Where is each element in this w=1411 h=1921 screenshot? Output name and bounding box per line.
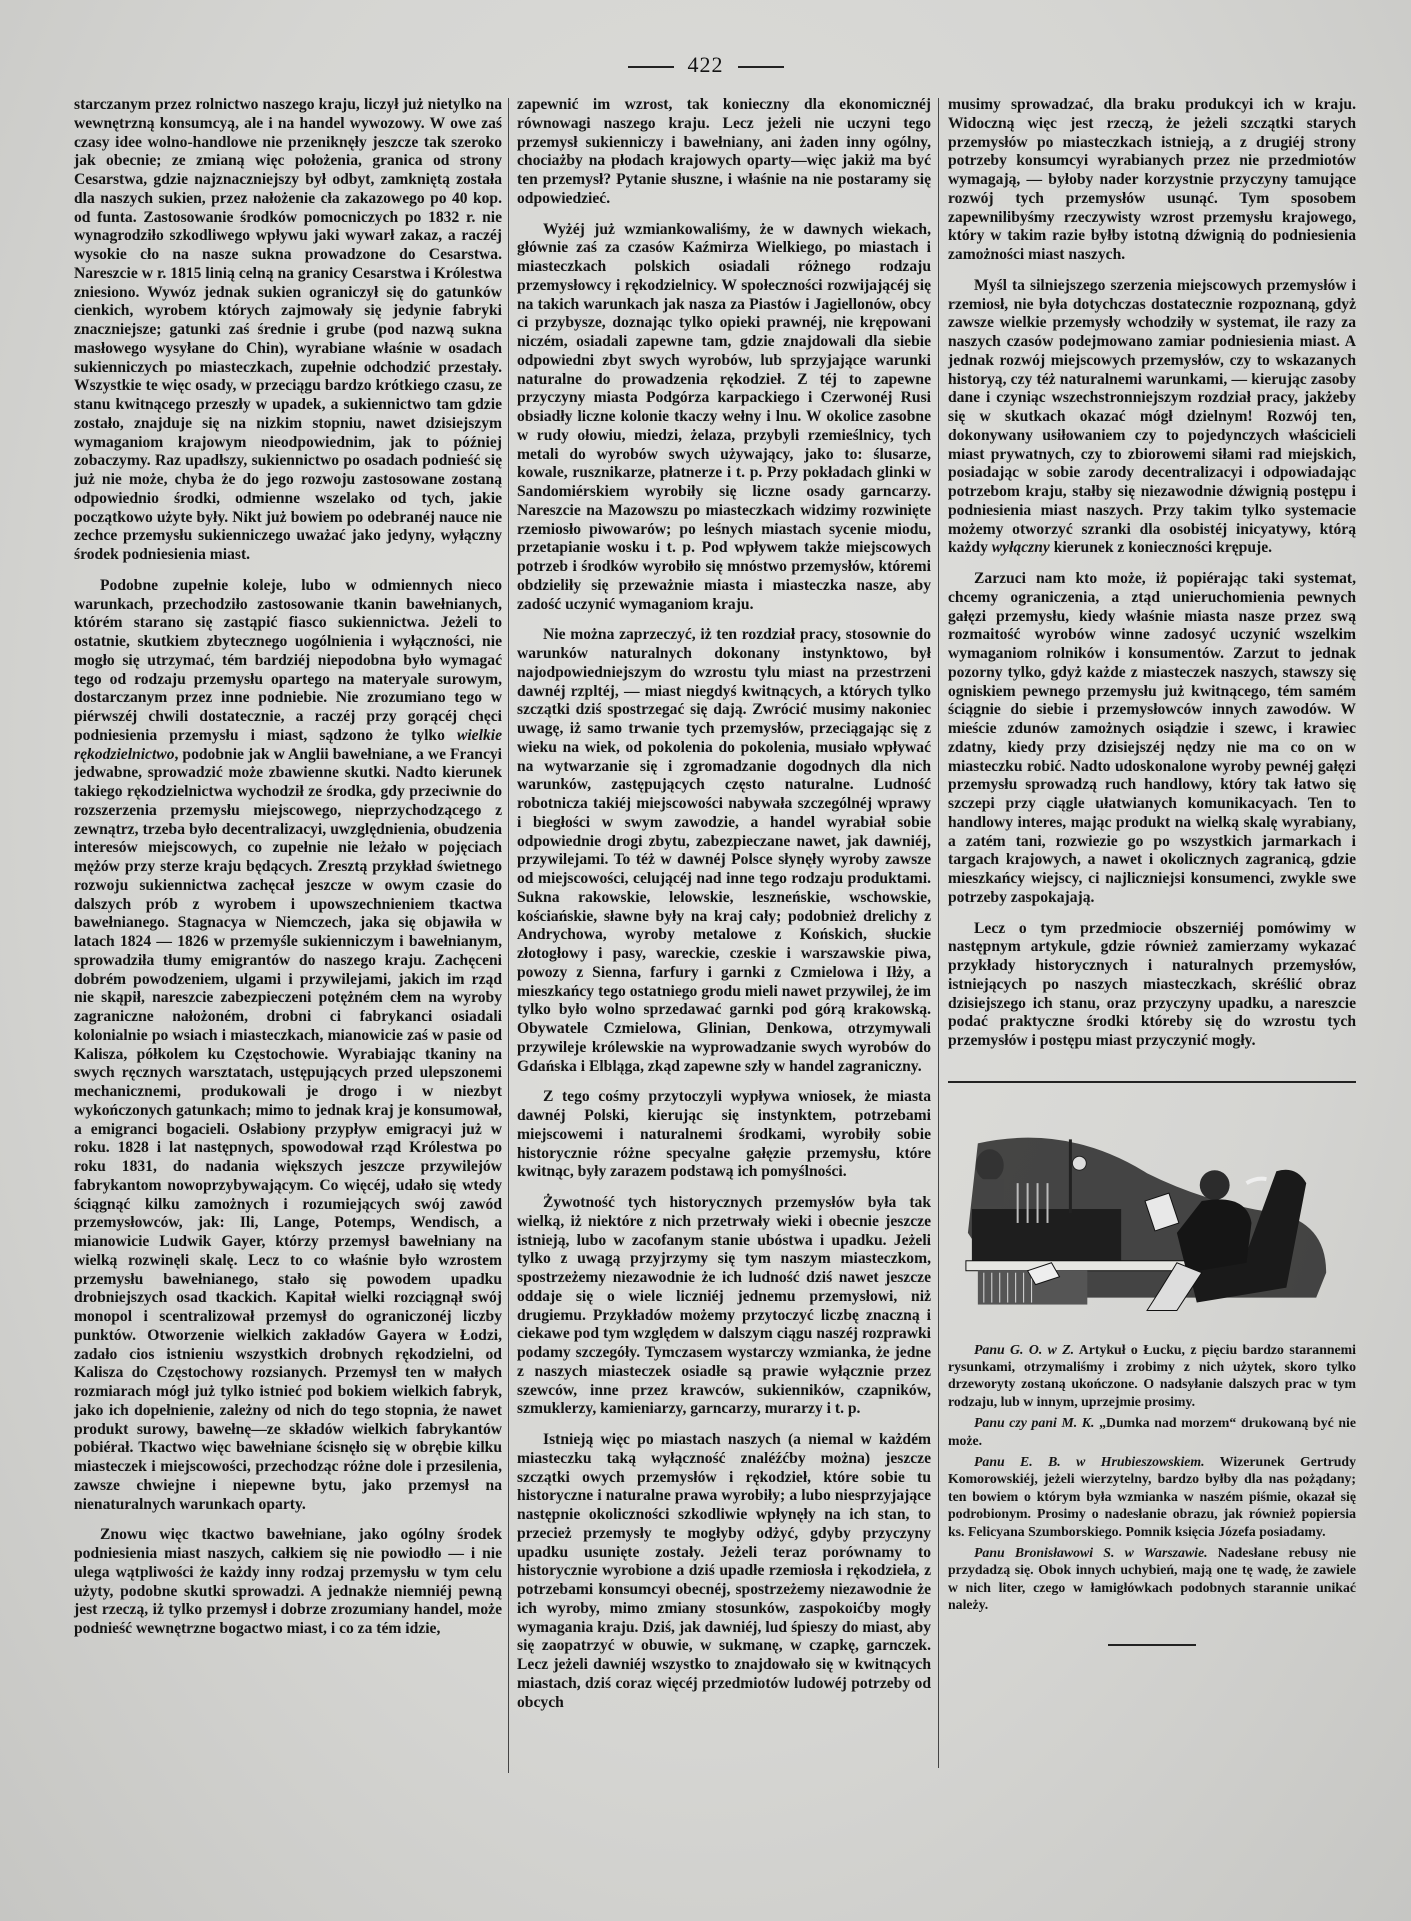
emphasis-text: wyłączny <box>991 539 1050 557</box>
column-middle <box>517 96 931 1724</box>
lamp-shade <box>1072 1156 1086 1170</box>
paragraph: zapewnić im wzrost, tak konieczny dla ekonomicznéj równowagi naszego kraju. Lecz jeżeli nie uczyni tego przemysł sukienniczy i bawełniany, ani żaden inny ogólny, chociażby na płodach krajowych oparty—więc jakiż ma być ten przemysł? Pytanie słuszne, i właśnie na nie postaramy się odpowiedzieć. <box>517 96 931 207</box>
note-addressee: Panu Bronisławowi S. w Warszawie. <box>974 1544 1208 1560</box>
man-head <box>1200 1170 1230 1200</box>
paragraph-text: kierunek z konieczności krępuje. <box>1049 539 1273 557</box>
note-addressee: Panu E. B. w Hrubieszowskiem. <box>974 1453 1205 1469</box>
paragraph: Z tego cośmy przytoczyli wypływa wniosek, że miasta dawnéj Polski, kierując się instynktem, potrzebami miejscowemi i naturalnemi środkami, wyrobiły sobie historycznie różne specyalne gałęzie przemysłu, które kwitnąc, były zarazem podstawą ich pomyślności. <box>517 1088 931 1181</box>
paragraph: Znowu więc tkactwo bawełniane, jako ogólny środek podniesienia miast naszych, całkiem się nie powiodło — i nie ulega wątpliwości że każdy inny rodzaj przemysłu w tym celu użyty, podobne skutki sprowadzi. A jednakże niemniéj pewną jest rzeczą, iż tylko przemysł i dobrze zrozumiany handel, może podnieść wewnętrzne bogactwo miast, i co za tém idzie, <box>74 1526 502 1637</box>
editorial-note <box>948 1544 1356 1614</box>
bust-base <box>976 1179 1004 1205</box>
paragraph: Żywotność tych historycznych przemysłów była tak wielką, iż niektóre z nich przetrwały wieki i obecnie jeszcze istnieją, lubo w zacofanym stanie ubóstwa i upadku. Jeżeli tylko z uwagą przyjrzymy się tym naszym miasteczkom, spostrzeżemy niezawodnie że ich ludność dziś nawet jeszcze oddaje się o wiele liczniéj jednemu przemysłowi, niż drugiemu. Przykładów możemy przytoczyć liczbę znaczną i ciekawe pod tym względem w dalszym ciągu naszéj rozprawki podamy szczegóły. Tymczasem wystarczy wzmianka, że jedne z naszych miasteczek osiadłe są prawie wyłącznie przez szewców, inne przez krawców, sukienników, czapników, szmuklerzy, kamieniarzy, garncarzy, murarzy i t. p. <box>517 1194 931 1418</box>
editorial-notes <box>948 1341 1356 1646</box>
editorial-note <box>948 1414 1356 1449</box>
end-rule <box>1108 1644 1196 1646</box>
paragraph: starczanym przez rolnictwo naszego kraju, liczył już nietylko na wewnętrzną konsumcyą, ale i na handel wywozowy. W owe zaś czasy idee wolno-handlowe nie przeniknęły jeszcze tak szeroko jak obecnie; ze zmianą więc położenia, granica od strony Cesarstwa, gdzie najznaczniejszy był odbyt, zamkniętą została dla naszych sukien, przez nałożenie cła zakazowego po 40 kop. od funta. Zastosowanie środków pomocniczych po 1832 r. nie wynagrodziło szkodliwego wpływu jaki wywarł zakaz, a raczéj wysokie cło na nasze sukna prowadzone do Cesarstwa. Nareszcie w r. 1815 linią celną na granicy Cesarstwa i Królestwa zniesiono. Wywóz jednak sukien ograniczył się do gatunków cienkich, wyrobem których zajmowały się jedynie fabryki znaczniejsze; gatunki zaś średnie i grube (pod nazwą sukna masłowego wysyłane do Chin), wyrabiane właśnie w osadach sukienniczych po miasteczkach, zupełnie odchodzić przestały. Wszystkie te więc osady, w przeciągu bardzo krótkiego czasu, ze stanu kwitnącego przeszły w upadek, a sukiennictwo tam gdzie zostało, znajduje się na nizkim stopniu, nawet dzisiejszym wymaganiom krajowym nieodpowiednim, jak to później zobaczymy. Raz upadłszy, sukiennictwo po osadach podnieść się już nie może, chyba że do jego rozwoju zastosowane zostaną odpowiednio środki, odmienne wszelako od tych, jakie początkowo użyte były. Nikt już bowiem po odebranéj nauce nie zechce przemysłu sukienniczego uważać jako jedyny, wyłączny środek podniesienia miast. <box>74 96 502 563</box>
note-text: „Dumka nad morzem“ drukowaną być nie może. <box>948 1415 1356 1448</box>
paragraph: Nie można zaprzeczyć, iż ten rozdział pracy, stosownie do warunków naturalnych dokonany instynktowo, był najodpowiedniejszym do wzrostu tylu miast na przestrzeni dawnéj rzpltéj, — miast niegdyś kwitnących, a których tylko szczątki dziś spostrzegać się dają. Zwrócić musimy nakoniec uwagę, iż samo trwanie tych przemysłów, przeciągając się z wieku na wiek, od pokolenia do pokolenia, musiało wpływać na wytwarzanie się i zgromadzanie dogodnych dla nich warunków, zastępujących często naturalne. Ludność robotnicza takiéj miejscowości nabywała szczególnéj wprawy i biegłości w swym zawodzie, a handel wyrabiał sobie odpowiednie drogi zbytu, zabezpieczane nawet, jak dawniéj, przywilejami. To téż w dawnéj Polsce słynęły wyroby zawsze od miejscowości, celującéj nad inne tego rodzaju produktami. Sukna rakowskie, lelowskie, leszneńskie, wschowskie, kościańskie, sławne były na kraj cały; podobnież drelichy z Andrychowa, wyroby metalowe z Końskich, słuckie złotogłowy i pasy, wareckie, czeskie i warszawskie piwa, powozy z Sienna, farfury i garnki z Czmielowa i Iłży, a mieszkańcy tego ostatniego grodu mieli nawet przywilej, że im tylko było wolno sprzedawać garnki pod górą krakowską. Obywatele Czmielowa, Glinian, Denkowa, otrzymywali przywileje królewskie na wyprowadzanie swych wyrobów do Gdańska i Elbląga, zkąd zapewne szły w handel zagraniczny. <box>517 626 931 1075</box>
paragraph <box>74 577 502 1515</box>
column-rule-2 <box>938 98 939 1768</box>
paragraph: Istnieją więc po miastach naszych (a niemal w każdém miasteczku taką wyłączność znaléźćby można) jeszcze szczątki owych przemysłów i rękodzieł, które sobie tu historyczne i naturalne prawa wyrobiły; a lubo niesprzyjające następnie okoliczności szkodliwie wpłynęły na ich stan, to przecież przemysły te mogłyby odżyć, gdyby przyczyny upadku usunięte zostały. Jeżeli teraz porównamy to historycznie wyrobione a dziś upadłe rzemiosła i rękodzieła, z potrzebami konsumcyi obecnéj, spostrzeżemy niezawodnie że ich wyroby, mimo zmiany stosunków, zaspokoićby mogły wymagania kraju. Dziś, jak dawniéj, lud śpieszy do miast, aby się zaopatrzyć w obuwie, w sukmanę, w czapkę, garnczek. Lecz jeżeli dawniéj wszystko to znajdowało się w kwitnących miastach, dziś coraz więcéj przedmiotów ludowéj potrzeby od obcych <box>517 1431 931 1711</box>
column-right <box>948 96 1356 1646</box>
note-text: Nadesłane rebusy nie przydadzą się. Obok innych uchybień, mają one tę wadę, że zawiele w nich liter, czego w łamigłówkach podobnych starannie unikać należy. <box>948 1544 1356 1613</box>
page-number <box>0 52 1411 78</box>
paragraph-text: Podobne zupełnie koleje, lubo w odmiennych nieco warunkach, przechodziło zastosowanie tkanin bawełnianych, którém starano się zastąpić fiasco sukiennictwa. Jeżeli to ostatnie, skutkiem zbytecznego uogólnienia i wyłączności, nie mogło się utrzymać, tém bardziéj niepodobna było wymagać tego od rodzaju przemysłu opartego na materyale surowym, dostarczanym przez inne podniebie. Nie zrozumiano tego w piérwszéj chwili dostatecznie, a raczéj przy gorącéj chęci podniesienia przemysłu i miast, sądzono że tylko <box>74 576 502 744</box>
editorial-note <box>948 1341 1356 1411</box>
note-text: Wizerunek Gertrudy Komorowskiéj, jeżeli wierzytelny, bardzo byłby dla nas pożądany; ten bowiem o którym była wzmianka w naszém piśmie, okazał się podrobionym. Prosimy o nadesłanie obrazu, jak również popiersia ks. Felicyana Szumborskiego. Pomnik księcia Józefa posiadamy. <box>948 1453 1356 1539</box>
column-rule-1 <box>508 98 509 1773</box>
note-addressee: Panu G. O. w Z. <box>974 1341 1075 1357</box>
page-number-dash-right <box>738 66 784 68</box>
column-left <box>74 96 502 1651</box>
engraving-illustration <box>948 1113 1356 1313</box>
page-number-text: 422 <box>687 52 724 77</box>
section-divider <box>948 1081 1356 1083</box>
editorial-note <box>948 1453 1356 1540</box>
note-addressee: Panu czy pani M. K. <box>974 1415 1095 1431</box>
paragraph: Wyżéj już wzmiankowaliśmy, że w dawnych wiekach, głównie zaś za czasów Kaźmirza Wielkiego, po miastach i miasteczkach polskich osiadali różnego rodzaju przemysłowcy i rękodzielnicy. W społeczności rozwijającéj się na takich warunkach jak nasza za Piastów i Jagiellonów, obcy ci przybysze, doznając tylko opieki prawnéj, nie krępowani niczém, osiadali zapewne tam, gdzie znajdowali dla siebie odpowiedni zbyt swych wyrobów, lub sprzyjające warunki naturalne do prowadzenia rękodzieł. Z téj to zapewne przyczyny miasta Podgórza karpackiego i Czerwonéj Rusi obsiadły liczne kolonie tkaczy wełny i lnu. W okolice zasobne w rudy ołowiu, miedzi, żelaza, przybyli rzemieślnicy, tych metali do wyrobów swych używający, jako to: ślusarze, kowale, rusznikarze, płatnerze i t. p. Przy pokładach glinki w Sandomiérskiem wyrobiły się liczne osady garncarzy. Nareszcie na Mazowszu po miasteczkach widzimy rozwinięte rzemiosło piwowarów; po leśnych miastach sycenie miodu, przetapianie wosku i t. p. Pod wpływem także miejscowych potrzeb i środków wyrobiło się mnóstwo przemysłów, któremi obdzieliły się przeważnie miasta i miasteczka nasze, aby zadość uczynić wymaganiom kraju. <box>517 220 931 613</box>
page-number-dash-left <box>628 66 674 68</box>
paragraph: Lecz o tym przedmiocie obszerniéj pomówimy w następnym artykule, gdzie również zamierzamy wykazać przykłady historycznych i naturalnych przemysłów, istniejących po naszych miasteczkach, skréślić obraz dzisiejszego ich stanu, oraz przyczyny upadku, a nareszcie podać praktyczne środki któreby się do wzrostu tych przemysłów i postępu miast przyczynić mogły. <box>948 919 1356 1049</box>
note-text: Artykuł o Łucku, z pięciu bardzo starannemi rysunkami, otrzymaliśmy i zrobimy z nich użytek, skoro tylko drzeworyty zostaną ukończone. O nadsyłanie dalszych prac w tym rodzaju, lub w innym, uprzejmie prosimy. <box>948 1341 1357 1409</box>
paragraph <box>948 277 1356 558</box>
paragraph-text: Myśl ta silniejszego szerzenia miejscowych przemysłów i rzemiosł, nie była dotychczas dostatecznie rozpoznaną, gdyż zawsze wielkie przemysły wchodziły w systemat, ile razy za naszych czasów podejmowano zamiar podniesienia miast. A jednak rozwój miejscowych przemysłów, czy to wskazanych historyą, czy téż naturalnemi warunkami, — kierując zasoby dane i czyniąc wszechstronniejszym rozdział pracy, jakżeby się w skutkach okazać mógł dzielnym! Rozwój ten, dokonywany usiłowaniem czy to pojedynczych właścicieli miast prywatnych, czy to zbiorowemi siłami rad miejskich, posiadając w sobie zarody decentralizacyi i odpowiadając potrzebom kraju, stałby się niezawodnie dźwignią postępu i podniesienia miast naszych. Przy takim tylko systemacie możemy otworzyć szranki dla osobistéj inicyatywy, którą każdy <box>948 276 1356 557</box>
emphasis-text: wielkie rękodzielnictwo <box>74 726 502 763</box>
bust-head <box>976 1149 1004 1181</box>
desk-top <box>966 1261 1205 1271</box>
paragraph: Zarzuci nam kto może, iż popiérając taki systemat, chcemy ograniczenia, a ztąd unieruchomienia pewnych gałęzi przemysłu, kiedy właśnie miasta nasze przez swą rozmaitość wyrobów winne zadosyć uczynić wszelkim wymaganiom rolników i konsumentów. Zarzut to jednak pozorny tylko, gdyż każde z miasteczek naszych, stawszy się ogniskiem pewnego przemysłu już kwitnącego, tém samém ściągnie do siebie i przemysłowców innych zawodów. W mieście zdunów zamożnych osiądzie i szewc, i krawiec zdatny, kiedy przy dzisiejszéj nędzy nie ma co on w miasteczku robić. Nadto udoskonalone wyroby pewnéj gałęzi przemysłu sprowadzą ruch handlowy, który tak łatwo się szczepi przy ciągle ułatwianych komunikacyach. Ten to handlowy interes, mając produkt na wielką skalę wyrabiany, a zatém tani, rozwiezie go po wszystkich jarmarkach i targach krajowych, a nawet i okolicznych zagranicą, gdzie mieszkańcy wiejscy, ci najliczniejsi konsumenci, zwykle swe potrzeby zaspokajają. <box>948 570 1356 906</box>
pen <box>1247 1178 1267 1182</box>
paragraph: musimy sprowadzać, dla braku produkcyi ich w kraju. Widoczną więc jest rzeczą, że jeżeli szczątki starych przemysłów po miasteczkach istnieją, a z drugiéj strony potrzeby konsumcyi wyrabianych przez nie przedmiotów wymagają, — byłoby nader korzystnie przyczyny tamujące rozwój tych przemysłów usunąć. Tym sposobem zapewnilibyśmy rzeczywisty wzrost przemysłu krajowego, który w takim razie byłby istotną dźwignią do podniesienia zamożności miast naszych. <box>948 96 1356 263</box>
paragraph-text: , podobnie jak w Anglii bawełniane, a we Francyi jedwabne, sprowadzić może zbawienne skutki. Nadto kierunek takiego rękodzielnictwa wychodził ze środka, gdy przeciwnie do rozszerzenia przemysłu miejscowego, nieprzychodzącego z zewnątrz, trzeba było decentralizacyi, uwzględnienia, obudzenia interesów miejscowych, co zupełnie nie leżało w pojęciach mężów przy sterze kraju będących. Zresztą przykład świetnego rozwoju sukiennictwa zachęcał jeszcze w owym czasie do dalszych prób z wyrobem i upowszechnieniem tkactwa bawełnianego. Stagnacya w Niemczech, jaka się objawiła w latach 1824 — 1826 w przemyśle sukienniczym i bawełnianym, sprowadziła tłumy emigrantów do naszego kraju. Zachęceni dobrém powodzeniem, ulgami i przywilejami, jakich im rząd nie skąpił, nareszcie zabezpieczeni potężném cłem na wyroby zagraniczne nałożoném, drobni ci fabrykanci osiadali kolonialnie po wsiach i miasteczkach, mianowicie zaś w pasie od Kalisza, półkolem ku Częstochowie. Wyrabiając tkaniny na swych ręcznych warsztatach, ustępujących przed ulepszonemi mechanicznemi, produkowali je drogo i w niezbyt wykończonych gatunkach; mimo to jednak kraj je konsumował, a emigranci bogacieli. Osłabiony przypływ emigracyi już w roku. 1828 i lat następnych, spowodował rząd Królestwa po roku 1831, do nadania większych jeszcze przywilejów fabrykantom nowoprzybywającym. Co więcéj, udało się wtedy ściągnąć kilku zamożnych i rozumiejących swój zawód przemysłowców, jak: Ili, Lange, Potemps, Wendisch, a mianowicie Ludwik Gayer, którzy przemysł bawełniany na wielką rozwinęli skalę. Lecz to co właśnie było wzrostem przemysłu bawełnianego, stało się powodem upadku drobniejszych osad tkackich. Kapitał wielki rozciągnął swój monopol i scentralizował przemysł do ograniczonéj liczby punktów. Otworzenie wielkich zakładów Gayera w Łodzi, zadało cios istnieniu wszystkich drobnych rękodzielni, od Kalisza do Częstochowy rozsianych. Przemysł ten w małych rozmiarach mógł już tylko istnieć pod bokiem wielkich fabryk, jako ich dopełnienie, zależny od nich do tego stopnia, że nawet produkt surowy, bawełnę—ze składów wielkich fabrykantów pobiérał. Tkactwo więc bawełniane ścisnęło się w obrębie kilku miasteczek i miejscowości, przechodząc różne dole i przesilenia, zawsze chwiejne i niepewne bytu, jako przemysł na nienaturalnych warunkach oparty. <box>74 745 502 1513</box>
